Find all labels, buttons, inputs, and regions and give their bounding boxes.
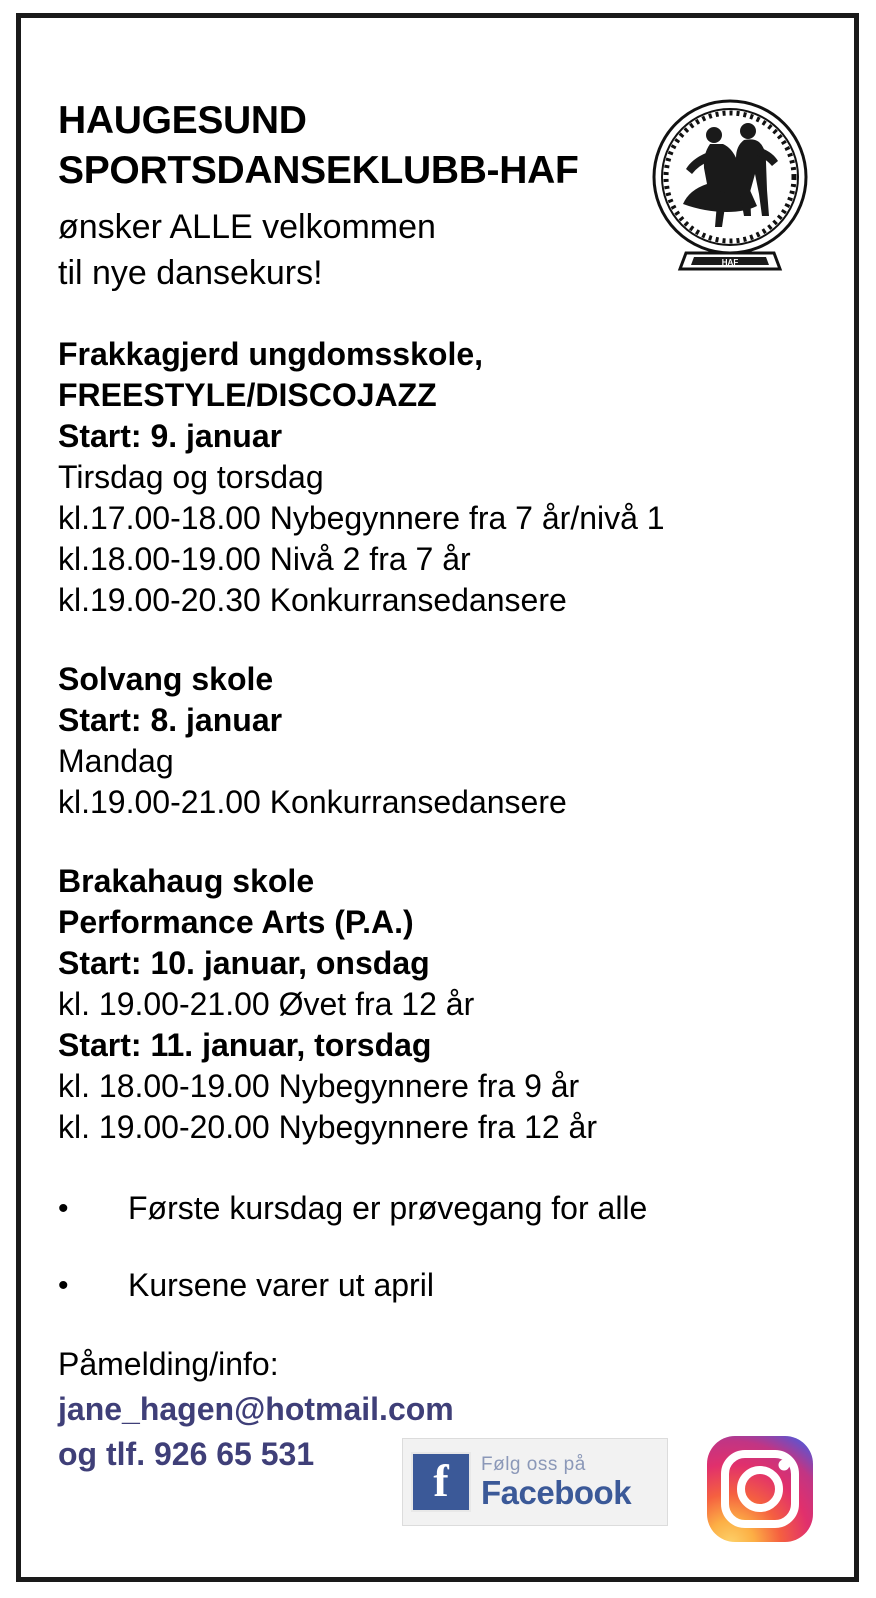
facebook-follow-label: Følg oss på bbox=[481, 1454, 586, 1475]
course-line: kl.17.00-18.00 Nybegynnere fra 7 år/nivå 1 bbox=[58, 500, 665, 536]
course-section-brakahaug bbox=[58, 861, 828, 1148]
course-line: Start: 9. januar bbox=[58, 418, 283, 454]
poster-content bbox=[58, 96, 828, 1477]
course-line: kl.18.00-19.00 Nivå 2 fra 7 år bbox=[58, 541, 471, 577]
course-line: Frakkagjerd ungdomsskole, bbox=[58, 336, 484, 372]
welcome-text bbox=[58, 204, 828, 296]
contact-phone[interactable]: og tlf. 926 65 531 bbox=[58, 1436, 315, 1472]
list-item bbox=[58, 1188, 828, 1229]
list-item bbox=[58, 1265, 828, 1306]
course-line: Start: 8. januar bbox=[58, 702, 283, 738]
club-title-line-2: SPORTSDANSEKLUBB-HAF bbox=[58, 149, 579, 192]
bullet-icon: • bbox=[58, 1192, 69, 1225]
course-line: kl. 18.00-19.00 Nybegynnere fra 9 år bbox=[58, 1068, 580, 1104]
facebook-wordmark: Facebook bbox=[481, 1474, 632, 1511]
instagram-badge[interactable] bbox=[705, 1434, 815, 1544]
course-line: kl.19.00-20.30 Konkurransedansere bbox=[58, 582, 567, 618]
welcome-line-1: ønsker ALLE velkommen bbox=[58, 208, 436, 246]
page-title bbox=[58, 96, 658, 196]
facebook-badge[interactable] bbox=[402, 1438, 668, 1526]
course-line: Performance Arts (P.A.) bbox=[58, 904, 414, 940]
course-line: kl.19.00-21.00 Konkurransedansere bbox=[58, 784, 567, 820]
course-line: Mandag bbox=[58, 743, 174, 779]
facebook-icon bbox=[411, 1452, 471, 1512]
social-links bbox=[402, 1434, 822, 1562]
course-line: Tirsdag og torsdag bbox=[58, 459, 324, 495]
course-line: Solvang skole bbox=[58, 661, 274, 697]
course-line: FREESTYLE/DISCOJAZZ bbox=[58, 377, 437, 413]
course-section-solvang bbox=[58, 659, 828, 823]
heading-block bbox=[58, 96, 828, 296]
facebook-icon-glyph: f bbox=[433, 1455, 449, 1507]
instagram-icon bbox=[705, 1434, 815, 1544]
course-line: Start: 10. januar, onsdag bbox=[58, 945, 430, 981]
list-item-label: Kursene varer ut april bbox=[128, 1267, 434, 1303]
club-title-line-1: HAUGESUND bbox=[58, 99, 307, 142]
course-line: Start: 11. januar, torsdag bbox=[58, 1027, 432, 1063]
list-item-label: Første kursdag er prøvegang for alle bbox=[128, 1190, 648, 1226]
course-line: kl. 19.00-21.00 Øvet fra 12 år bbox=[58, 986, 475, 1022]
bullet-icon: • bbox=[58, 1269, 69, 1302]
welcome-line-2: til nye dansekurs! bbox=[58, 254, 323, 292]
svg-text:HAF: HAF bbox=[721, 258, 739, 267]
course-line: Brakahaug skole bbox=[58, 863, 315, 899]
contact-email[interactable]: jane_hagen@hotmail.com bbox=[58, 1391, 454, 1427]
course-section-frakkagjerd bbox=[58, 334, 828, 621]
notes-list bbox=[58, 1188, 828, 1306]
course-line: kl. 19.00-20.00 Nybegynnere fra 12 år bbox=[58, 1109, 597, 1145]
facebook-badge-text bbox=[481, 1455, 631, 1509]
contact-heading: Påmelding/info: bbox=[58, 1346, 279, 1382]
